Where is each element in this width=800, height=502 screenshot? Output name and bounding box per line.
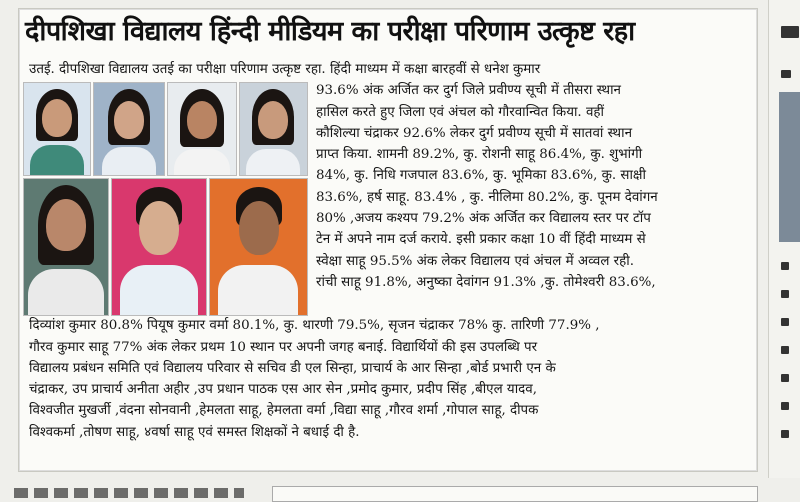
body-line: 84%, कु. निधि गजपाल 83.6%, कु. भूमिका 83.6%, कु. साक्षी bbox=[316, 168, 647, 184]
news-article bbox=[18, 8, 758, 472]
adjacent-article-edge bbox=[768, 0, 800, 500]
student-photo bbox=[209, 178, 308, 316]
body-line: प्राप्त किया. शामनी 89.2%, कु. रोशनी साहू 86.4%, कु. शुभांगी bbox=[316, 147, 643, 163]
body-line: रांची साहू 91.8%, अनुष्का देवांगन 91.3% ,कु. तोमेश्वरी 83.6%, bbox=[316, 274, 656, 290]
body-line: विश्वजीत मुखर्जी ,वंदना सोनवानी ,हेमलता साहू, हेमलता वर्मा ,विद्या साहू ,गौरव शर्मा ,गोपाल साहू, दीपक bbox=[29, 403, 539, 419]
student-photo bbox=[239, 82, 308, 176]
body-line: हासिल करते हुए जिला एवं अंचल को गौरवान्वित किया. वहीं bbox=[316, 104, 604, 120]
student-photo bbox=[93, 82, 165, 176]
article-body bbox=[29, 59, 753, 443]
student-photo bbox=[111, 178, 207, 316]
student-photo bbox=[23, 178, 109, 316]
headline: दीपशिखा विद्यालय हिंन्दी मीडियम का परीक्षा परिणाम उत्कृष्ट रहा bbox=[25, 16, 635, 47]
body-line: गौरव कुमार साहू 77% अंक लेकर प्रथम 10 स्थान पर अपनी जगह बनाई. विद्यार्थियों की इस उपलब्धि पर bbox=[29, 339, 538, 355]
body-line: कौशिल्या चंद्राकर 92.6% लेकर दुर्ग प्रवीण्य सूची में सातवां स्थान bbox=[316, 125, 633, 141]
student-photo bbox=[167, 82, 237, 176]
body-line: विश्वकर्मा ,तोषण साहू, ४वर्षा साहू एवं समस्त शिक्षकों ने बधाई दी है. bbox=[29, 424, 360, 440]
student-photo bbox=[23, 82, 91, 176]
body-line: 80% ,अजय कश्यप 79.2% अंक अर्जित कर विद्यालय स्तर पर टॉप bbox=[316, 211, 651, 227]
body-line: दिव्यांश कुमार 80.8% पियूष कुमार वर्मा 80.1%, कु. थारणी 79.5%, सृजन चंद्राकर 78% कु. तारिणी 77.9% , bbox=[29, 318, 600, 334]
body-line: टेन में अपने नाम दर्ज कराये. इसी प्रकार कक्षा 10 वीं हिंदी माध्यम से bbox=[316, 232, 646, 248]
body-line: 83.6%, हर्ष साहू. 83.4% , कु. नीलिमा 80.2%, कु. पूनम देवांगन bbox=[316, 189, 658, 205]
adjacent-articles-bottom bbox=[0, 478, 800, 500]
body-line: 93.6% अंक अर्जित कर दुर्ग जिले प्रवीण्य सूची में तीसरा स्थान bbox=[316, 83, 621, 99]
body-line: स्वेक्षा साहू 95.5% अंक लेकर विद्यालय एवं अंचल में अव्वल रही. bbox=[316, 253, 634, 269]
student-photos bbox=[23, 82, 306, 315]
body-line: उतई. दीपशिखा विद्यालय उतई का परीक्षा परिणाम उत्कृष्ट रहा. हिंदी माध्यम में कक्षा बारहवीं से धनेश कुमार bbox=[29, 62, 541, 77]
body-line: चंद्राकर, उप प्राचार्य अनीता अहीर ,उप प्रधान पाठक एस आर सेन ,प्रमोद कुमार, प्रदीप सिंह ,बीएल यादव, bbox=[29, 382, 537, 398]
body-line: विद्यालय प्रबंधन समिति एवं विद्यालय परिवार से सचिव डी एल सिन्हा, प्राचार्य के आर सिन्हा ,बोर्ड प्रभारी एन के bbox=[29, 360, 556, 376]
